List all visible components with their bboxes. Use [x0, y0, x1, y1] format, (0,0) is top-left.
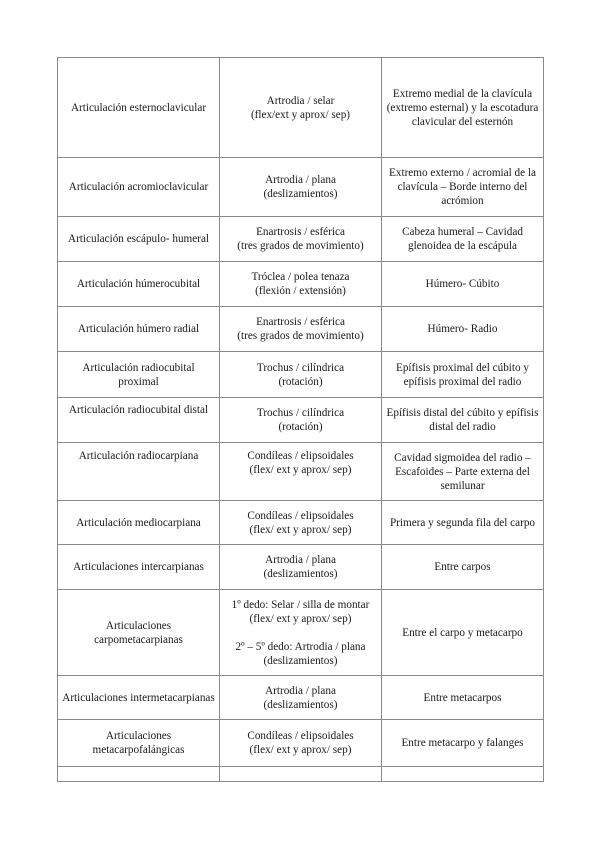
joint-bones-cell: Cabeza humeral – Cavidad glenoidea de la escápula	[382, 217, 544, 262]
joint-bones-cell: Entre metacarpos	[382, 676, 544, 720]
joint-type-cell: Artrodia / selar (flex/ext y aprox/ sep)	[220, 58, 382, 158]
empty-cell	[220, 767, 382, 782]
table-row	[58, 720, 544, 767]
table-row	[58, 217, 544, 262]
joints-table	[57, 57, 544, 782]
table-row	[58, 590, 544, 676]
joint-name-cell: Articulación acromioclavicular	[58, 158, 220, 217]
joint-type-cell: Enartrosis / esférica (tres grados de movimiento)	[220, 217, 382, 262]
joint-type-cell: Artrodia / plana (deslizamientos)	[220, 545, 382, 590]
empty-cell	[382, 767, 544, 782]
joint-type-cell: Condíleas / elipsoidales (flex/ ext y aprox/ sep)	[220, 501, 382, 545]
joint-bones-cell: Húmero- Radio	[382, 307, 544, 352]
joint-type-cell: Artrodia / plana (deslizamientos)	[220, 676, 382, 720]
joint-type-cell: Trochus / cilíndrica (rotación)	[220, 398, 382, 443]
joints-table-body	[58, 58, 544, 782]
joint-name-cell: Articulación mediocarpiana	[58, 501, 220, 545]
joint-name-cell: Articulación radiocubital distal	[58, 398, 220, 443]
table-row	[58, 352, 544, 398]
table-row	[58, 443, 544, 501]
joint-type-cell: Condíleas / elipsoidales (flex/ ext y aprox/ sep)	[220, 720, 382, 767]
table-row	[58, 398, 544, 443]
table-row	[58, 158, 544, 217]
empty-cell	[58, 767, 220, 782]
joint-bones-cell: Cavidad sigmoidea del radio – Escafoides – Parte externa del semilunar	[382, 443, 544, 501]
joint-type-cell: Trochus / cilíndrica (rotación)	[220, 352, 382, 398]
joint-bones-cell: Extremo externo / acromial de la clavícula – Borde interno del acrómion	[382, 158, 544, 217]
table-row	[58, 501, 544, 545]
joint-type-cell: 1º dedo: Selar / silla de montar (flex/ ext y aprox/ sep) 2º – 5º dedo: Artrodia / plana (deslizamientos)	[220, 590, 382, 676]
joint-type-cell: Artrodia / plana (deslizamientos)	[220, 158, 382, 217]
joint-type-cell: Tróclea / polea tenaza (flexión / extensión)	[220, 262, 382, 307]
table-row	[58, 676, 544, 720]
table-row	[58, 307, 544, 352]
joint-bones-cell: Entre el carpo y metacarpo	[382, 590, 544, 676]
joint-name-cell: Articulación húmerocubital	[58, 262, 220, 307]
joint-name-cell: Articulación escápulo- humeral	[58, 217, 220, 262]
joint-bones-cell: Primera y segunda fila del carpo	[382, 501, 544, 545]
joint-name-cell: Articulación radiocarpiana	[58, 443, 220, 501]
joint-name-cell: Articulaciones carpometacarpianas	[58, 590, 220, 676]
table-row	[58, 58, 544, 158]
table-row	[58, 545, 544, 590]
joint-bones-cell: Entre metacarpo y falanges	[382, 720, 544, 767]
joint-name-cell: Articulación radiocubital proximal	[58, 352, 220, 398]
table-row	[58, 262, 544, 307]
joint-name-cell: Articulaciones intermetacarpianas	[58, 676, 220, 720]
joint-bones-cell: Entre carpos	[382, 545, 544, 590]
joint-name-cell: Articulaciones metacarpofalángicas	[58, 720, 220, 767]
joint-type-cell: Condíleas / elipsoidales (flex/ ext y aprox/ sep)	[220, 443, 382, 501]
joint-bones-cell: Epífisis proximal del cúbito y epífisis proximal del radio	[382, 352, 544, 398]
empty-table-row	[58, 767, 544, 782]
joint-bones-cell: Húmero- Cúbito	[382, 262, 544, 307]
joint-name-cell: Articulaciones intercarpianas	[58, 545, 220, 590]
joint-bones-cell: Extremo medial de la clavícula (extremo esternal) y la escotadura clavicular del esternón	[382, 58, 544, 158]
joint-name-cell: Articulación húmero radial	[58, 307, 220, 352]
joint-name-cell: Articulación esternoclavicular	[58, 58, 220, 158]
joint-bones-cell: Epífisis distal del cúbito y epífisis distal del radio	[382, 398, 544, 443]
joint-type-cell: Enartrosis / esférica (tres grados de movimiento)	[220, 307, 382, 352]
